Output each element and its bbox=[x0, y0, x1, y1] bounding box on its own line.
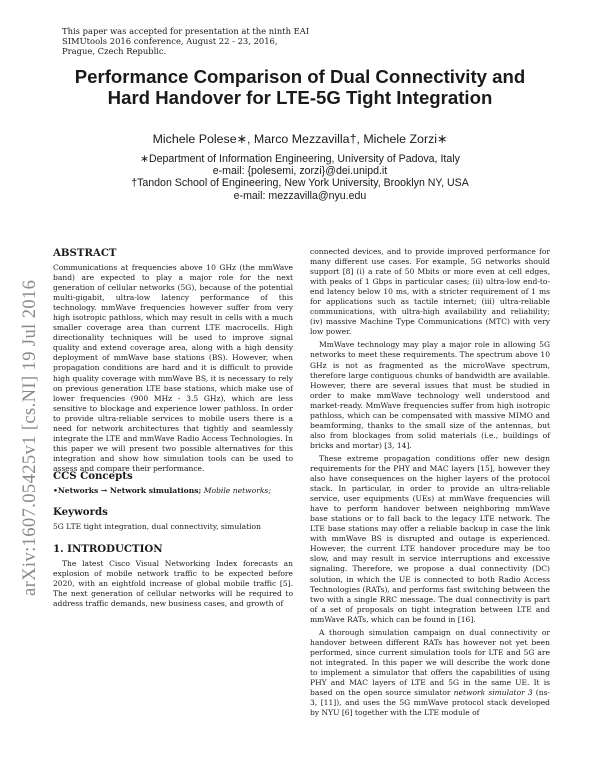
email-nyu: e-mail: mezzavilla@nyu.edu bbox=[233, 189, 367, 202]
abstract-section bbox=[53, 247, 293, 474]
right-paragraph-4a: A thorough simulation campaign on dual connectivity or handover between different RATs has however not yet been performed, since current simulation tools for LTE and 5G are not integrated. In this paper we will describe the work done to implement a simulator that offers the capabilities of using PHY and MAC layers of LTE and 5G in the same UE. It is based on the open source simulator bbox=[310, 627, 550, 698]
affiliation-nyu: †Tandon School of Engineering, New York University, Brooklyn NY, USA bbox=[131, 177, 469, 190]
keywords-section bbox=[53, 506, 293, 532]
authors: Michele Polese∗, Marco Mezzavilla†, Michele Zorzi∗ bbox=[152, 132, 448, 146]
right-paragraph-2: MmWave technology may play a major role in allowing 5G networks to meet these requirements. The spectrum above 10 GHz is not as fragmented as the microWave spectrum, therefore large contiguous chunks of bandwidth are available. However, there are several issues that must be studied in order to make mmWave technology well understood and market-ready. MmWave frequencies suffer from high isotropic pathloss, which can be compensated with massive MIMO and beamforming, thanks to the small size of the antennas, but also from blockages from solid materials (i.e., buildings of bricks and mortar) [3, 14]. bbox=[310, 340, 550, 450]
affiliations bbox=[60, 153, 540, 202]
right-paragraph-4 bbox=[310, 628, 550, 718]
conference-note: This paper was accepted for presentation at the ninth EAI SIMUtools 2016 conference, August 22 - 23, 2016, Prague, Czech Republic. bbox=[62, 26, 310, 56]
right-column bbox=[310, 247, 550, 718]
keywords-text: 5G LTE tight integration, dual connectivity, simulation bbox=[53, 522, 261, 531]
affiliation-padova: ∗Department of Information Engineering, University of Padova, Italy bbox=[140, 153, 460, 165]
abstract-heading: ABSTRACT bbox=[53, 247, 117, 259]
ccs-section bbox=[53, 470, 293, 496]
ccs-concepts bbox=[53, 486, 293, 496]
right-paragraph-1: connected devices, and to provide improved performance for many different use cases. For example, 5G networks should support [8] (i) a rate of 50 Mbits or more even at cell edges, with peaks of 1 Gbps in particular cases; (ii) ultra-low end-to-end latency below 10 ms, with a stricter requirement of 1 ms for applications such as tactile internet; (iii) ultra-reliable communications, with ultra-high availability and reliability; (iv) massive Machine Type Communications (MTC) with very low power. bbox=[310, 247, 550, 337]
ccs-heading: CCS Concepts bbox=[53, 470, 133, 482]
title-line-2: Hard Handover for LTE-5G Tight Integration bbox=[107, 87, 493, 108]
paper-title bbox=[60, 66, 540, 108]
arxiv-stamp-text: arXiv:1607.05425v1 [cs.NI] 19 Jul 2016 bbox=[20, 279, 40, 596]
right-paragraph-4b: (ns-3, [11]), and uses the 5G mmWave protocol stack developed by NYU [6] together with the LTE module of bbox=[310, 688, 550, 718]
ccs-bold: •Networks → Network simulations; bbox=[53, 486, 202, 495]
email-padova: e-mail: {polesemi, zorzi}@dei.unipd.it bbox=[212, 165, 388, 178]
keywords-heading: Keywords bbox=[53, 506, 108, 518]
ns3-italic: network simulator 3 bbox=[453, 688, 533, 698]
abstract-text: Communications at frequencies above 10 GHz (the mmWave band) are expected to play a major role for the next generation of cellular networks (5G), because of the potential multi-gigabit, ultra-low latency performance of this technology. mmWave frequencies however suffer from very high isotropic pathloss, which may result in cells with a much smaller coverage area than current LTE macrocells. High directionality techniques will be used to improve signal quality and extend coverage area, along with a high density deployment of mmWave base stations (BS). However, when propagation conditions are hard and it is difficult to provide high quality coverage with mmWave BS, it is necessary to rely on previous generation LTE base stations, which make use of lower frequencies (900 MHz - 3.5 GHz), which are less sensitive to blockage and experience lower pathloss. In order to provide ultra-reliable services to mobile users there is a need for network architectures that tightly and seamlessly integrate the LTE and mmWave Radio Access Technologies. In this paper we will present two possible alternatives for this integration and show how simulation tools can be used to assess and compare their performance. bbox=[53, 263, 293, 473]
ccs-italic: Mobile networks; bbox=[203, 486, 271, 495]
intro-heading: 1. INTRODUCTION bbox=[53, 543, 163, 555]
right-paragraph-3: These extreme propagation conditions offer new design requirements for the PHY and MAC layers [15], however they also have consequences on the higher layers of the protocol stack. In particular, in order to provide an ultra-reliable service, user equipments (UEs) at mmWave frequencies will have to perform handover between neighboring mmWave base stations or to fall back to the legacy LTE network. The LTE base stations may offer a reliable backup in case the link with mmWave BS is disrupted and outage is experienced. However, the current LTE handover procedure may be too slow, and may result in service interruptions and excessive signaling. Therefore, we propose a dual connectivity (DC) solution, in which the UE is connected to both Radio Access Technologies (RATs), and performs fast switching between the two with a single RRC message. The dual connectivity is part of a set of proposals on tight integration between LTE and mmWave RATs, which can be found in [16]. bbox=[310, 453, 550, 624]
intro-text: The latest Cisco Visual Networking Index forecasts an explosion of mobile network traffic to be expected before 2020, with an eightfold increase of global mobile traffic [5]. The next generation of cellular networks will be required to address traffic demands, new business cases, and growth of bbox=[53, 559, 293, 609]
introduction-section bbox=[53, 543, 293, 609]
title-line-1: Performance Comparison of Dual Connectivity and bbox=[74, 66, 526, 87]
